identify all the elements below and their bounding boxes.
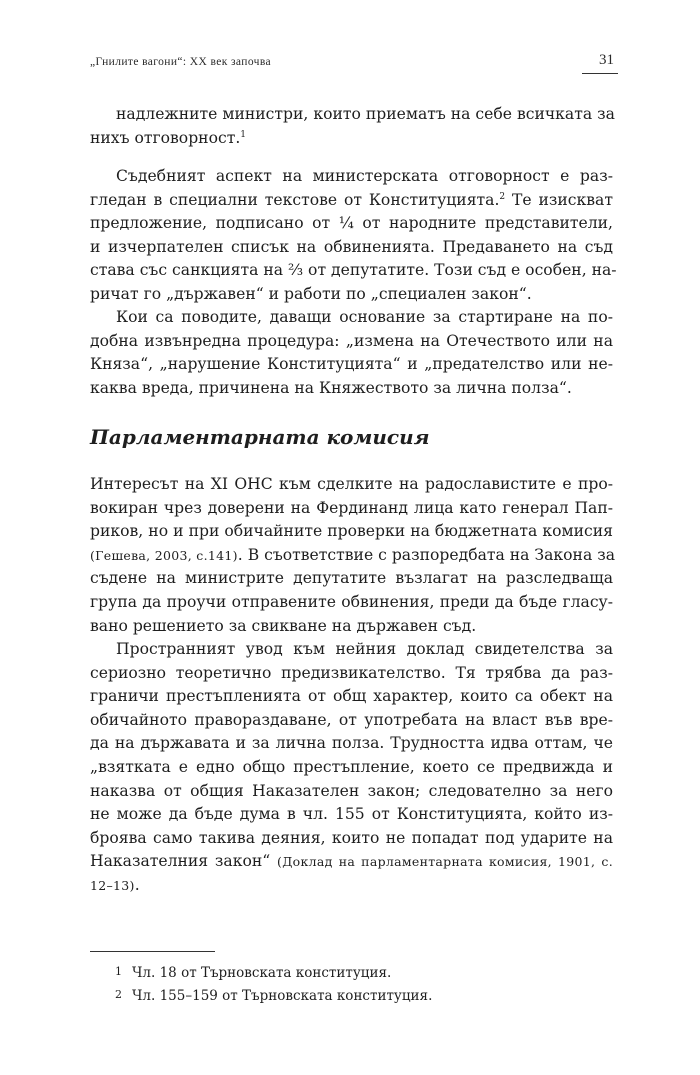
text-line: Княза“, „нарушение Конституцията“ и „предателство или не- (90, 355, 613, 374)
footnote-1 (90, 962, 391, 983)
text-line: обичайното правораздаване, от употребата на власт във вре- (90, 710, 613, 729)
text-line: съдене на министрите депутатите възлагат на разследваща (90, 569, 613, 588)
page-number: 31 (599, 52, 614, 68)
text-line: (Гешева, 2003, с.141). В съответствие с разпоредбата на Закона за (90, 545, 616, 564)
paragraph-2 (90, 165, 617, 307)
text-line: Кои са поводите, даващи основание за стартиране на по- (116, 308, 613, 326)
paragraph-5 (90, 638, 613, 898)
text-line: наказва от общия Наказателен закон; следователно за него (90, 781, 613, 800)
text-line: граничи престъпленията от общ характер, които са обект на (90, 687, 613, 706)
footnote-text: Чл. 18 от Търновската конституция. (132, 965, 392, 981)
citation: (Доклад на парламентарната комисия, 1901, с. (277, 854, 614, 870)
section-heading: Парламентарната комисия (90, 425, 430, 449)
text-line: Съдебният аспект на министерската отговорност е раз- (116, 167, 613, 185)
text-line: риков, но и при обичайните проверки на бюджетната комисия (90, 522, 613, 541)
text-line: става със санкцията на ⅔ от депутатите. Този съд е особен, на- (90, 261, 617, 280)
text-line: вокиран чрез доверени на Фердинанд лица като генерал Пап- (90, 498, 613, 517)
running-header (90, 48, 618, 76)
text-line: Наказателния закон“ (Доклад на парламентарната комисия, 1901, с. (90, 852, 614, 871)
footnote-2 (90, 985, 432, 1006)
text-line: каква вреда, причинена на Княжеството за лична полза“. (90, 378, 572, 397)
text-line: не може да бъде дума в чл. 155 от Конституцията, който из- (90, 805, 613, 824)
citation: 12–13) (90, 877, 135, 893)
text-line: Пространният увод към нейния доклад свидетелства за (116, 640, 613, 658)
text-line: сериозно теоретично предизвикателство. Тя трябва да раз- (90, 663, 613, 682)
text-line: група да проучи отправените обвинения, преди да бъде гласу- (90, 592, 613, 611)
footnote-number: 2 (115, 988, 122, 1001)
text-line: „взятката е едно общо престъпление, което се предвижда и (90, 757, 613, 776)
text-line: и изчерпателен списък на обвиненията. Предаването на съд (90, 237, 613, 256)
text-line: гледан в специални текстове от Конституцията.$^2$ Те изискват (90, 190, 613, 209)
citation: (Гешева, 2003, с.141) (90, 547, 238, 563)
footnote-ref-2: 2 (499, 191, 506, 202)
text-line: предложение, подписано от ¼ от народните представители, (90, 214, 613, 233)
footnote-ref-1: 1 (240, 129, 247, 140)
text-line: добна извънредна процедура: „измена на Отечеството или на (90, 331, 613, 350)
paragraph-1 (90, 103, 613, 150)
paragraph-4 (90, 473, 616, 638)
footnote-number: 1 (115, 965, 122, 978)
header-rule (582, 73, 618, 74)
paragraph-3 (90, 306, 613, 400)
running-head-title: „Гнилите вагони“: XX век започва (90, 56, 272, 68)
text-line: надлежните министри, които приематъ на себе всичката за (116, 105, 615, 123)
text-line: 12–13). (90, 875, 140, 894)
text-line: броява само такива деяния, които не попадат под ударите на (90, 828, 613, 847)
text-line: ричат го „държавен“ и работи по „специален закон“. (90, 284, 532, 303)
footnote-text: Чл. 155–159 от Търновската конституция. (132, 988, 433, 1004)
text-line: вано решението за свикване на държавен съд. (90, 616, 477, 635)
footnote-rule (90, 951, 215, 952)
text-line: да на държавата и за лична полза. Трудността идва оттам, че (90, 734, 613, 753)
text-line: нихъ отговорност.$^1$ (90, 128, 247, 147)
text-line: Интересът на XI ОНС към сделките на радославистите е про- (90, 475, 613, 493)
